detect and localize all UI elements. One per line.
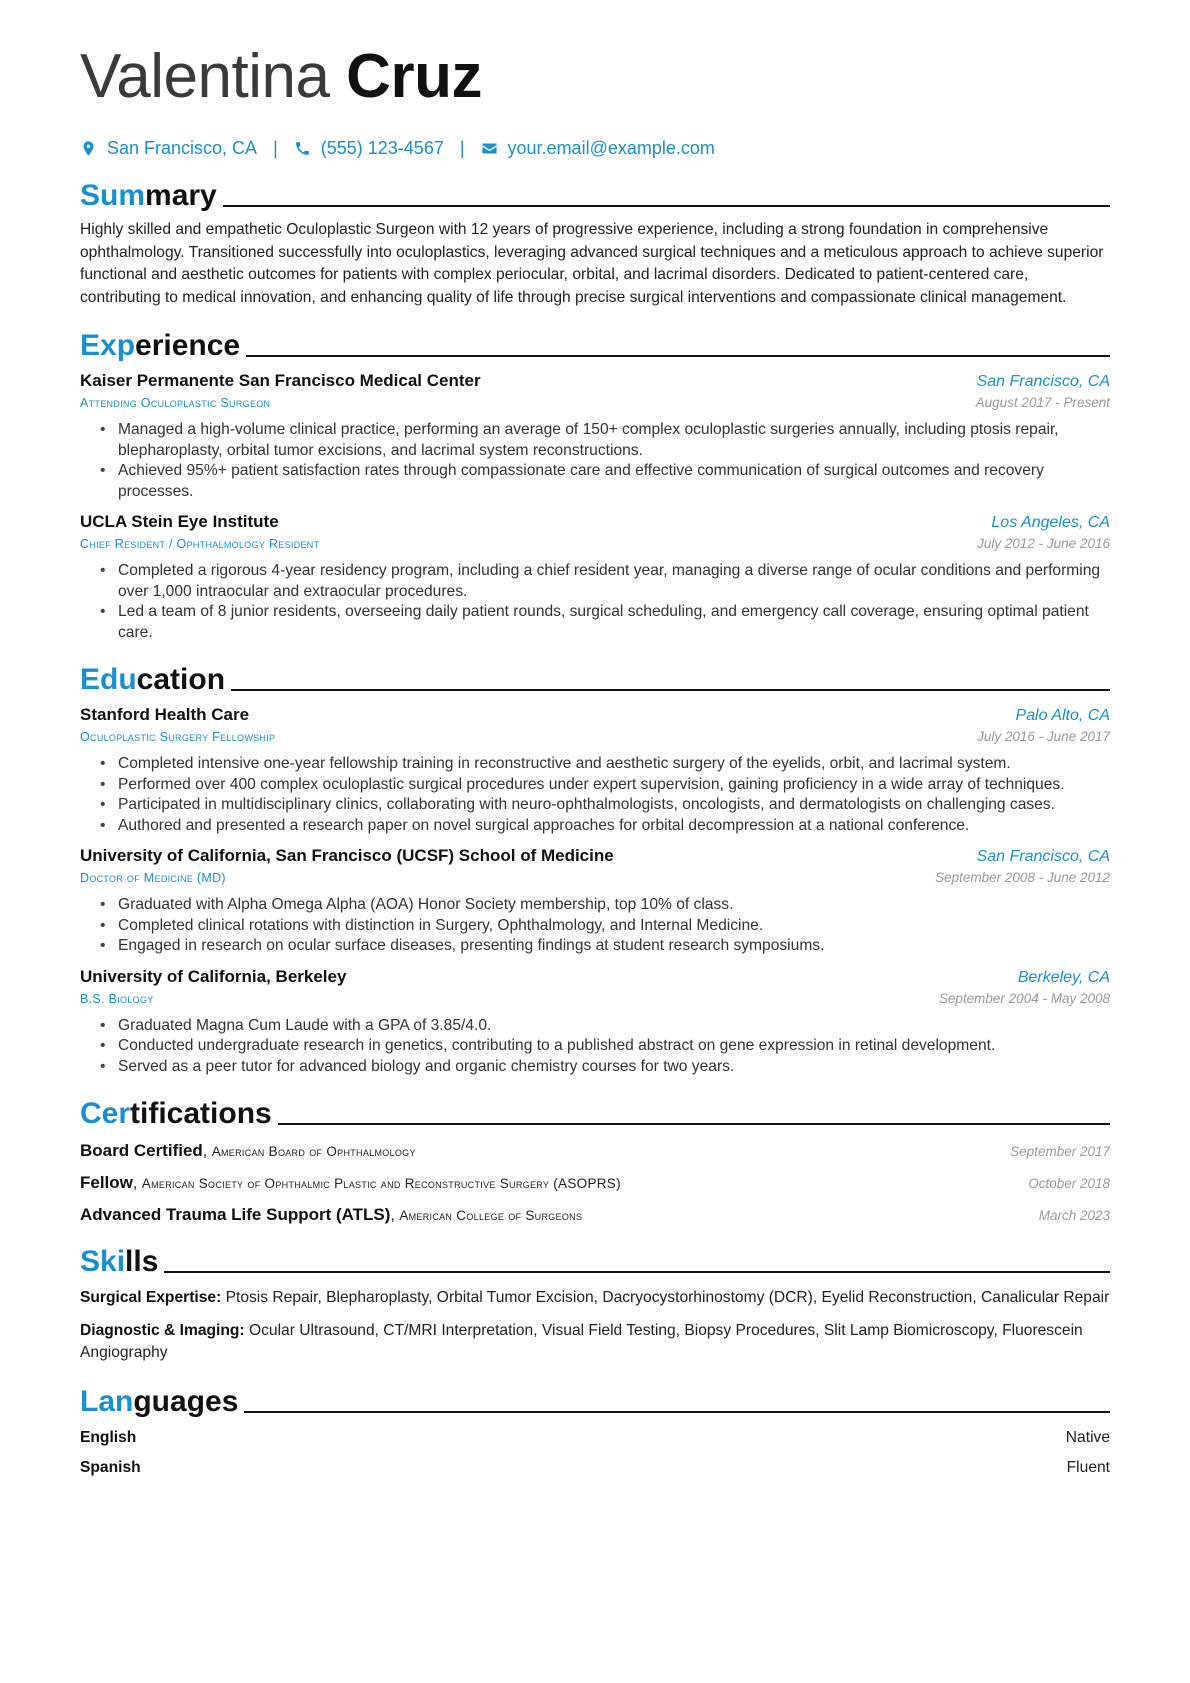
- entry-location: San Francisco, CA: [976, 848, 1110, 865]
- cert-issuer: American Society of Ophthalmic Plastic and Reconstructive Surgery (ASOPRS): [141, 1176, 621, 1191]
- bullet-item: • Performed over 400 complex oculoplastic surgical procedures under expert supervision, gaining proficiency in a wide array of techniques.: [100, 775, 1110, 796]
- last-name: Cruz: [346, 42, 482, 111]
- skill-group: [80, 1320, 1110, 1365]
- certification-item: Advanced Trauma Life Support (ATLS), American College of Surgeons March 2023: [80, 1205, 1110, 1224]
- bullet-item: • Led a team of 8 junior residents, overseeing daily patient rounds, surgical scheduling, and emergency call coverage, ensuring optimal patient care.: [100, 602, 1110, 643]
- section-rule: [244, 1411, 1110, 1413]
- bullet-item: • Completed clinical rotations with distinction in Surgery, Ophthalmology, and Internal Medicine.: [100, 916, 1110, 937]
- bullet-item: • Graduated Magna Cum Laude with a GPA of 3.85/4.0.: [100, 1016, 1110, 1037]
- section-rule: [246, 355, 1110, 357]
- skill-group: [80, 1287, 1110, 1310]
- cert-issuer: American College of Surgeons: [399, 1208, 583, 1223]
- bullet-item: • Achieved 95%+ patient satisfaction rates through compassionate care and effective communication of surgical outcomes and recovery processes.: [100, 461, 1110, 502]
- map-pin-icon: [80, 140, 97, 157]
- bullet-item: • Completed intensive one-year fellowship training in reconstructive and aesthetic surgery of the eyelids, orbit, and lacrimal system.: [100, 754, 1110, 775]
- experience-section: [80, 323, 1110, 643]
- language-name: English: [80, 1428, 137, 1446]
- entry-organization: University of California, San Francisco (UCSF) School of Medicine: [80, 846, 614, 865]
- entry-dates: July 2016 - June 2017: [977, 729, 1110, 744]
- bullet-item: • Served as a peer tutor for advanced biology and organic chemistry courses for two years.: [100, 1057, 1110, 1078]
- location-text: San Francisco, CA: [107, 138, 258, 158]
- entry-role: B.S. Biology: [80, 991, 154, 1006]
- contact-separator: |: [459, 138, 465, 158]
- contact-bar: [80, 138, 1110, 159]
- section-heading: [80, 657, 1110, 695]
- envelope-icon: [481, 140, 498, 157]
- phone-icon: [294, 140, 311, 157]
- entry-role: Attending Oculoplastic Surgeon: [80, 396, 271, 410]
- entry-role: Chief Resident / Ophthalmology Resident: [80, 537, 320, 551]
- email-text: your.email@example.com: [507, 138, 715, 158]
- entry-location: Palo Alto, CA: [1015, 707, 1110, 724]
- cert-date: September 2017: [1010, 1144, 1110, 1159]
- skill-label: Diagnostic & Imaging:: [80, 1321, 245, 1339]
- entry-bullets: [80, 754, 1110, 836]
- education-entry: [80, 846, 1110, 957]
- contact-separator: |: [273, 138, 278, 158]
- section-heading: [80, 1239, 1110, 1277]
- language-level: Fluent: [1066, 1458, 1110, 1476]
- section-heading: [80, 1091, 1110, 1129]
- cert-issuer: American Board of Ophthalmology: [211, 1144, 416, 1159]
- section-heading: [80, 323, 1110, 361]
- contact-email[interactable]: [481, 138, 715, 159]
- candidate-name: [80, 42, 1110, 111]
- entry-bullets: [80, 420, 1110, 502]
- contact-phone[interactable]: [294, 138, 444, 159]
- section-title: Languages: [80, 1384, 239, 1418]
- bullet-item: • Completed a rigorous 4-year residency program, including a chief resident year, managing a diverse range of ocular conditions and performing over 1,000 intraocular and extraocular procedures.: [100, 561, 1110, 602]
- certification-item: Fellow, American Society of Ophthalmic Plastic and Reconstructive Surgery (ASOPRS) October 2018: [80, 1173, 1110, 1192]
- phone-text: (555) 123-4567: [320, 138, 444, 158]
- entry-role: Doctor of Medicine (MD): [80, 871, 226, 885]
- entry-location: Berkeley, CA: [1017, 968, 1110, 986]
- entry-location: Los Angeles, CA: [991, 514, 1110, 531]
- experience-entry: [80, 512, 1110, 643]
- entry-dates: September 2008 - June 2012: [935, 870, 1110, 885]
- bullet-item: • Participated in multidisciplinary clinics, collaborating with neuro-ophthalmologists, oncologists, and dermatologists on challenging cases.: [100, 795, 1110, 816]
- certifications-section: [80, 1091, 1110, 1225]
- cert-date: March 2023: [1038, 1208, 1110, 1223]
- cert-name: Advanced Trauma Life Support (ATLS): [80, 1205, 391, 1224]
- section-title: Skills: [80, 1245, 159, 1278]
- bullet-item: • Engaged in research on ocular surface diseases, presenting findings at student research symposiums.: [100, 936, 1110, 957]
- first-name: Valentina: [80, 42, 330, 111]
- entry-organization: University of California, Berkeley: [80, 966, 347, 986]
- bullet-item: • Conducted undergraduate research in genetics, contributing to a published abstract on gene expression in retinal development.: [100, 1036, 1110, 1057]
- entry-bullets: [80, 895, 1110, 957]
- section-title: Certifications: [80, 1097, 272, 1130]
- cert-name: Fellow: [80, 1173, 133, 1192]
- entry-organization: Kaiser Permanente San Francisco Medical Center: [80, 371, 481, 390]
- entry-dates: August 2017 - Present: [975, 395, 1110, 410]
- education-entry: [80, 705, 1110, 836]
- section-rule: [278, 1123, 1110, 1125]
- section-heading: [80, 173, 1110, 211]
- bullet-item: • Authored and presented a research paper on novel surgical approaches for orbital decompression at a national conference.: [100, 816, 1110, 837]
- section-heading: [80, 1379, 1110, 1417]
- language-level: Native: [1065, 1428, 1110, 1446]
- section-rule: [223, 205, 1110, 207]
- skill-value: Ptosis Repair, Blepharoplasty, Orbital Tumor Excision, Dacryocystorhinostomy (DCR), Eyelid Reconstruction, Canalicular Repair: [225, 1289, 1110, 1306]
- education-section: [80, 657, 1110, 1077]
- cert-date: October 2018: [1028, 1176, 1110, 1191]
- section-title: Education: [80, 663, 226, 696]
- entry-organization: UCLA Stein Eye Institute: [80, 512, 279, 531]
- section-title: Summary: [80, 179, 217, 212]
- entry-role: Oculoplastic Surgery Fellowship: [80, 730, 276, 744]
- language-name: Spanish: [80, 1458, 141, 1476]
- entry-dates: September 2004 - May 2008: [938, 990, 1110, 1006]
- entry-bullets: [80, 1016, 1110, 1078]
- language-item: [80, 1429, 1110, 1447]
- bullet-item: • Managed a high-volume clinical practice, performing an average of 150+ complex oculoplastic surgeries annually, including ptosis repair, blepharoplasty, orbital tumor excisions, and lacrimal system reconstructions.: [100, 420, 1110, 461]
- experience-entry: [80, 371, 1110, 502]
- section-rule: [164, 1271, 1110, 1273]
- summary-section: [80, 173, 1110, 309]
- entry-location: San Francisco, CA: [976, 373, 1110, 390]
- bullet-item: • Graduated with Alpha Omega Alpha (AOA) Honor Society membership, top 10% of class.: [100, 895, 1110, 916]
- skill-label: Surgical Expertise:: [80, 1289, 222, 1306]
- language-item: [80, 1459, 1110, 1477]
- languages-section: [80, 1379, 1110, 1477]
- entry-organization: Stanford Health Care: [80, 705, 250, 724]
- section-title: Experience: [80, 329, 241, 362]
- entry-dates: July 2012 - June 2016: [977, 536, 1110, 551]
- entry-bullets: [80, 561, 1110, 643]
- section-rule: [231, 689, 1110, 691]
- skill-value: Ocular Ultrasound, CT/MRI Interpretation, Visual Field Testing, Biopsy Procedures, Slit Lamp Biomicroscopy, Fluorescein Angiography: [80, 1321, 1083, 1361]
- contact-location: [80, 138, 257, 159]
- summary-text: Highly skilled and empathetic Oculoplastic Surgeon with 12 years of progressive experience, including a strong foundation in comprehensive ophthalmology. Transitioned successfully into oculoplastics, leveraging advanced surgical techniques and a meticulous approach to achieve superior functional and aesthetic outcomes for patients with complex periocular, orbital, and lacrimal disorders. Dedicated to patient-centered care, contributing to medical innovation, and enhancing quality of life through precise surgical interventions and compassionate clinical management.: [80, 221, 1104, 306]
- skills-section: [80, 1239, 1110, 1365]
- certification-item: Board Certified, American Board of Ophthalmology September 2017: [80, 1141, 1110, 1160]
- education-entry: [80, 967, 1110, 1078]
- cert-name: Board Certified: [80, 1141, 203, 1160]
